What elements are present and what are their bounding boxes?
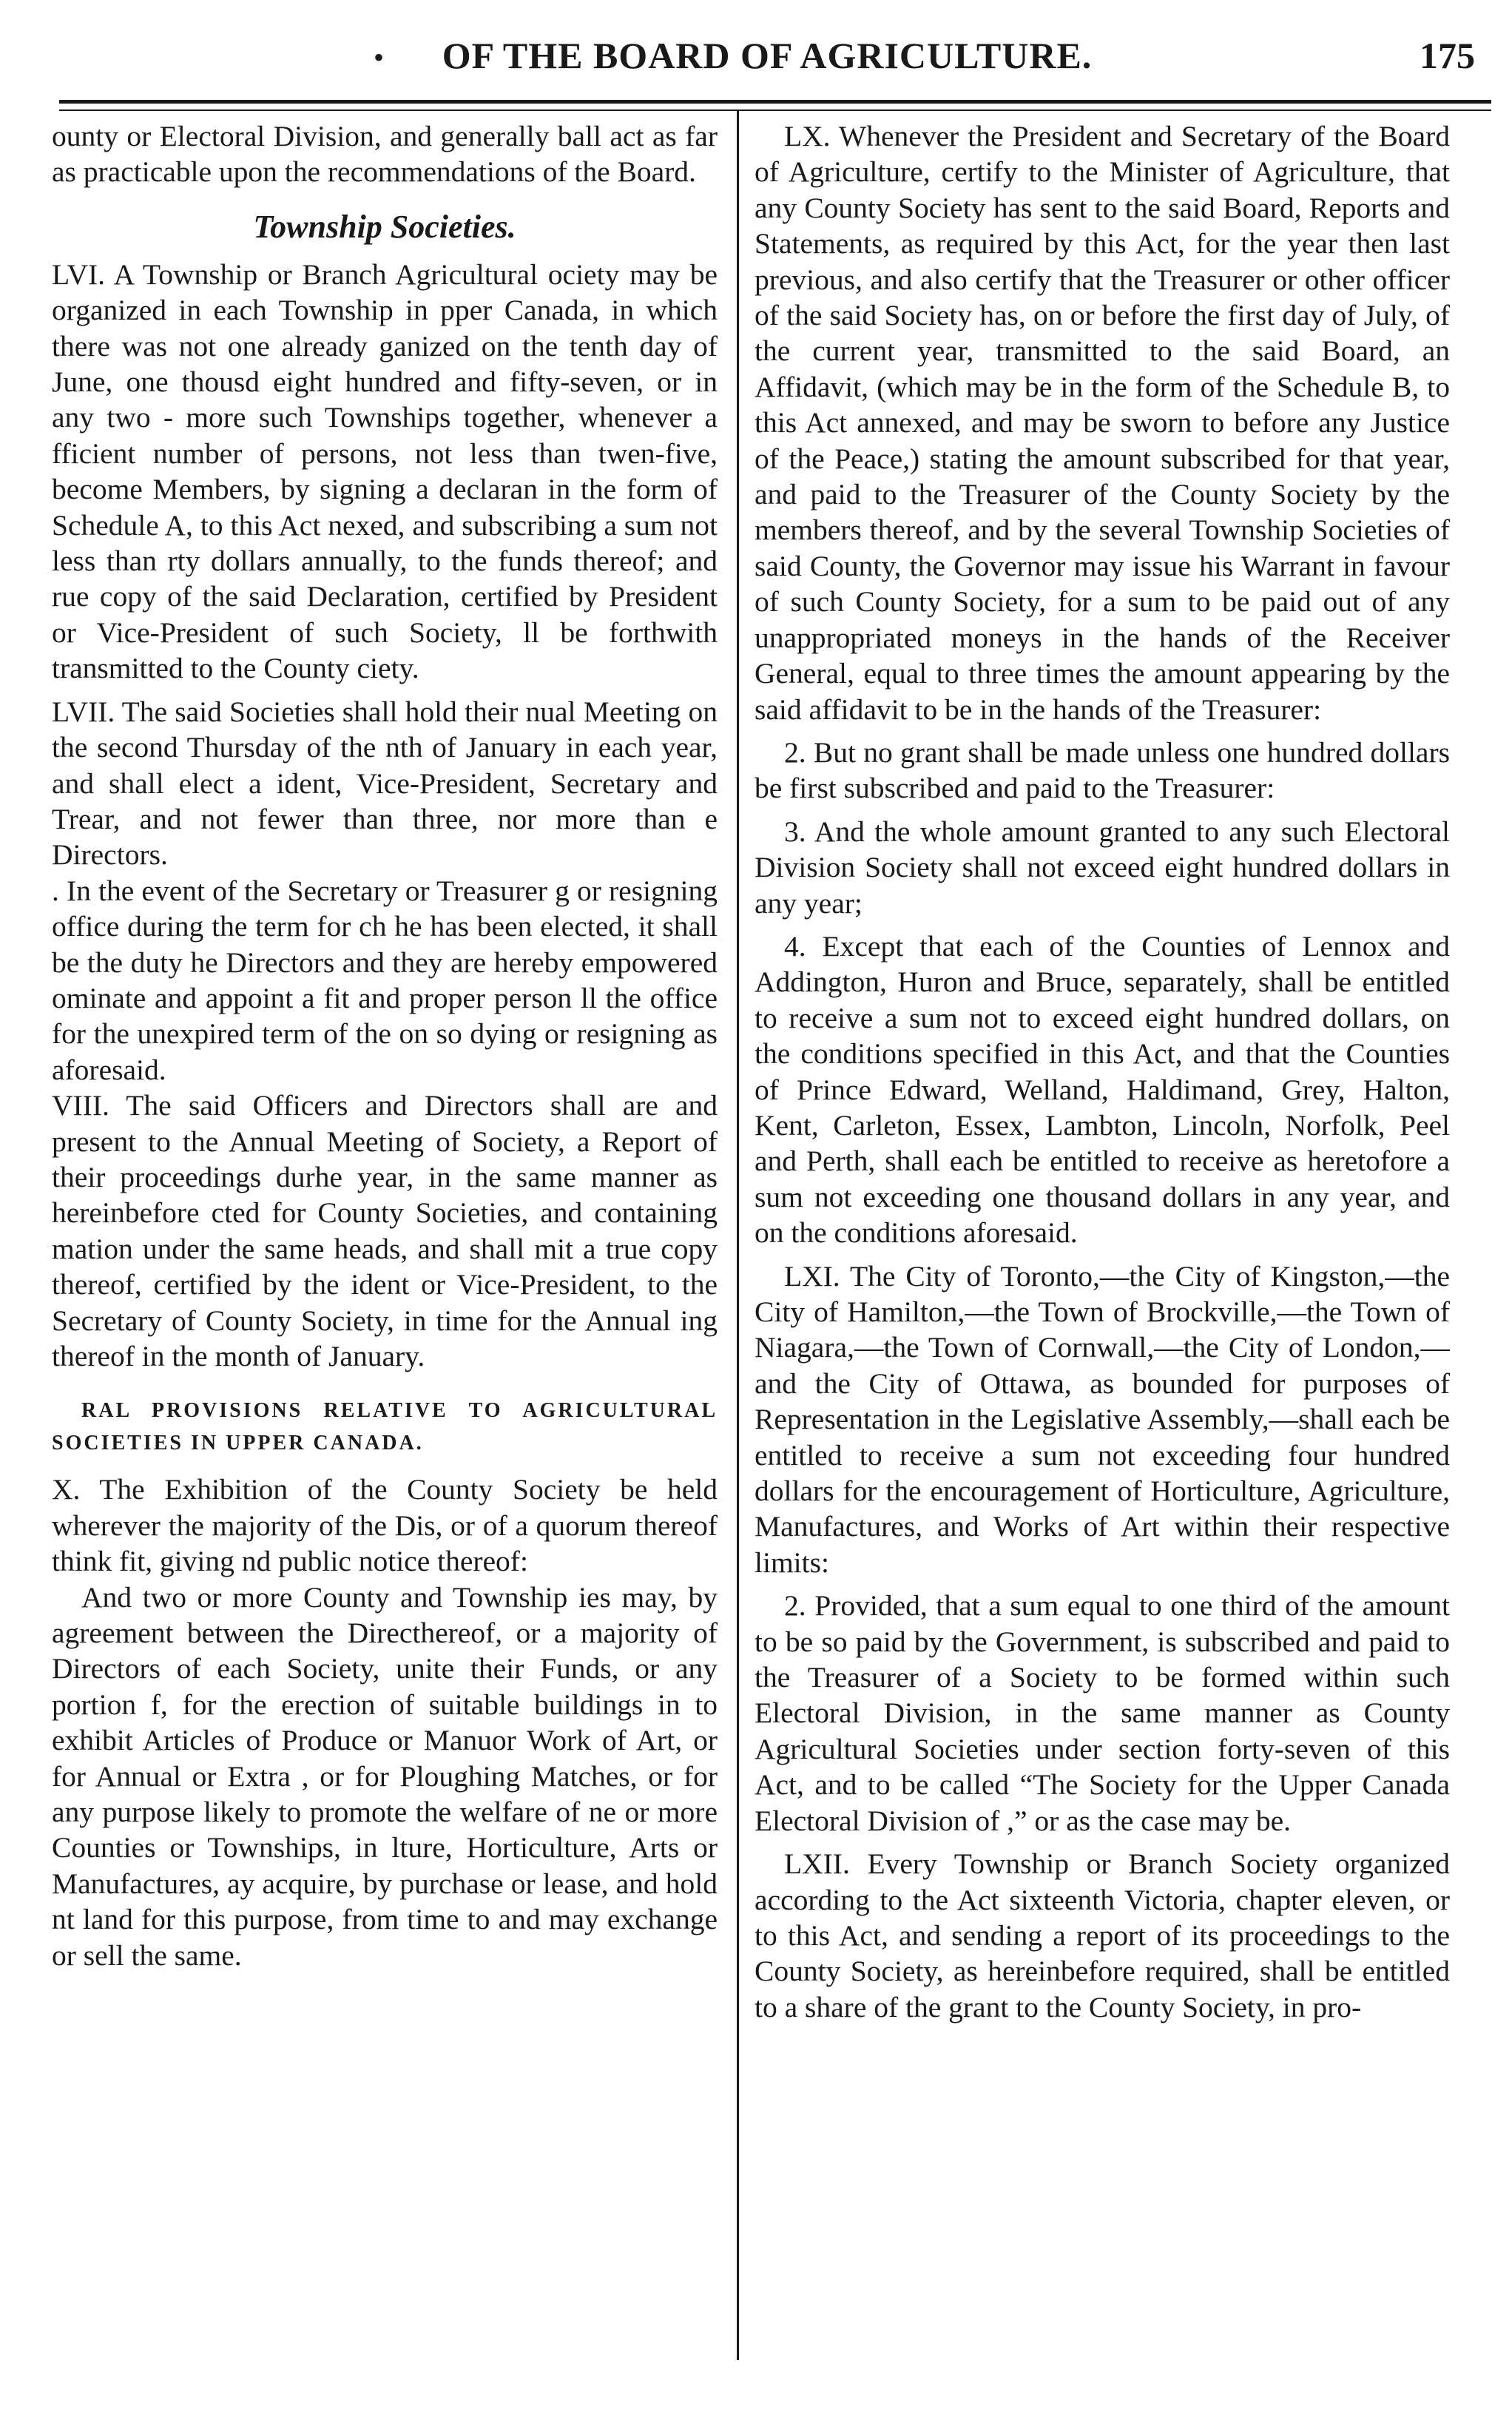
paragraph-section-lvii-2: . In the event of the Secretary or Treasurer g or resigning office during the term for ch he has been elected, it shall be the duty he Directors and they are hereby empowered ominate and appoint a fit and proper person ll the office for the unexpired term of the on so dying or resigning as aforesaid. xyxy=(52,874,718,1086)
paragraph-section-lvi: LVI. A Township or Branch Agricultural ociety may be organized in each Township in pper Canada, in which there was not one already ganized on the tenth day of June, one thousd eight hundred and fifty-seven, or in any two - more such Townships together, whenever a fficient number of persons, not less than twen-five, become Members, by signing a declaran in the form of Schedule A, to this Act nexed, and subscribing a sum not less than rty dollars annually, to the funds thereof; and rue copy of the said Declaration, certified by President or Vice-President of such Society, ll be forthwith transmitted to the County ciety. xyxy=(52,257,718,685)
column-divider xyxy=(737,111,739,2360)
paragraph-section-lxi-2: 2. Provided, that a sum equal to one third of the amount to be so paid by the Government, is subscribed and paid to the Treasurer of a Society to be formed within such Electoral Division, in the same manner as County Agricultural Societies under section forty-seven of this Act, and to be called “The Society for the Upper Canada Electoral Division of ,” or as the case may be. xyxy=(755,1589,1450,1837)
section-heading-general-provisions: RAL PROVISIONS RELATIVE TO AGRICULTURAL SOCIETIES IN UPPER CANADA. xyxy=(52,1399,718,1455)
running-header xyxy=(44,30,1490,89)
header-rule-thin xyxy=(59,109,1491,111)
paragraph-section-lx: LX. Whenever the President and Secretary of the Board of Agriculture, certify to the Minister of Agriculture, that any County Society has sent to the said Board, Reports and Statements, as required by this Act, for the year then last previous, and also certify that the Treasurer or other officer of the said Society has, on or before the first day of July, of the current year, transmitted to the said Board, an Affidavit, (which may be in the form of the Schedule B, to this Act annexed, and may be sworn to before any Justice of the Peace,) stating the amount subscribed for that year, and paid to the Treasurer of the County Society by the members thereof, and by the several Township Societies of said County, the Governor may issue his Warrant in favour of such County Society, for a sum to be paid out of any unappropriated moneys in the hands of the Receiver General, equal to three times the amount appearing by the said affidavit to be in the hands of the Treasurer: xyxy=(755,120,1450,726)
page-number: 175 xyxy=(1420,35,1475,76)
paragraph-section-lx-4: 4. Except that each of the Counties of Lennox and Addington, Huron and Bruce, separately, shall be entitled to receive a sum not to exceed eight hundred dollars, on the conditions specified in this Act, and that the Counties of Prince Edward, Welland, Haldimand, Grey, Halton, Kent, Carleton, Essex, Lambton, Lincoln, Norfolk, Peel and Perth, shall each be entitled to receive as heretofore a sum not exceeding one thousand dollars in any year, and on the conditions aforesaid. xyxy=(755,929,1450,1250)
running-title: OF THE BOARD OF AGRICULTURE. xyxy=(442,35,1093,76)
paragraph-section-lx-2: 2. But no grant shall be made unless one hundred dollars be first subscribed and paid to the Treasurer: xyxy=(755,735,1450,805)
left-column xyxy=(52,118,718,2397)
paragraph-section-lix-2: And two or more County and Township ies may, by agreement between the Directhereof, or a majority of Directors of each Society, unite their Funds, or any portion f, for the erection of suitable buildings in to exhibit Articles of Produce or Manuor Work of Art, or for Annual or Extra , or for Ploughing Matches, or for any purpose likely to promote the welfare of ne or more Counties or Townships, in lture, Horticulture, Arts or Manufactures, ay acquire, by purchase or lease, and hold nt land for this purpose, from time to and may exchange or sell the same. xyxy=(52,1580,718,1972)
section-heading-township-societies: Township Societies. xyxy=(253,208,516,245)
paragraph-section-lx-3: 3. And the whole amount granted to any such Electoral Division Society shall not exceed eight hundred dollars in any year; xyxy=(755,815,1450,920)
header-dot: • xyxy=(374,41,385,74)
right-column xyxy=(755,118,1450,2397)
paragraph-section-lviii: VIII. The said Officers and Directors shall are and present to the Annual Meeting of Society, a Report of their proceedings durhe year, in the same manner as hereinbefore cted for County Societies, and containing mation under the same heads, and shall mit a true copy thereof, certified by the ident or Vice-President, to the Secretary of County Society, in time for the Annual ing thereof in the month of January. xyxy=(52,1089,718,1372)
paragraph-section-lix: X. The Exhibition of the County Society be held wherever the majority of the Dis, or of a quorum thereof think fit, giving nd public notice thereof: xyxy=(52,1473,718,1578)
header-rule-thick xyxy=(59,100,1491,104)
paragraph-section-lxii: LXII. Every Township or Branch Society organized according to the Act sixteenth Victoria, chapter eleven, or to this Act, and sending a report of its proceedings to the County Society, as hereinbefore required, shall be entitled to a share of the grant to the County Society, in pro- xyxy=(755,1847,1450,2023)
paragraph-intro: ounty or Electoral Division, and generally ball act as far as practicable upon the recommendations of the Board. xyxy=(52,120,718,189)
paragraph-section-lxi: LXI. The City of Toronto,—the City of Kingston,—the City of Hamilton,—the Town of Brockville,—the Town of Niagara,—the Town of Cornwall,—the City of London,—and the City of Ottawa, as bounded for purposes of Representation in the Legislative Assembly,—shall each be entitled to receive a sum not exceeding four hundred dollars for the encouragement of Horticulture, Agriculture, Manufactures, and Works of Art within their respective limits: xyxy=(755,1259,1450,1579)
paragraph-section-lvii: LVII. The said Societies shall hold their nual Meeting on the second Thursday of the nth of January in each year, and shall elect a ident, Vice-President, Secretary and Trear, and not fewer than three, nor more than e Directors. xyxy=(52,695,718,872)
